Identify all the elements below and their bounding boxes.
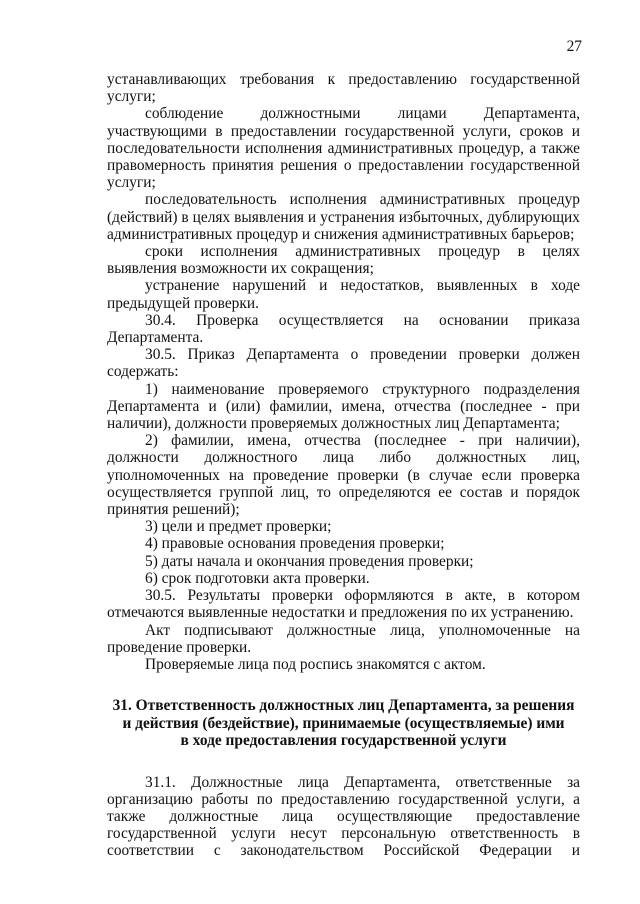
list-item-5: 5) даты начала и окончания проведения проверки; <box>145 552 474 570</box>
page-number: 27 <box>566 38 582 55</box>
section-heading <box>107 697 580 750</box>
list-item-3: 3) цели и предмет проверки; <box>145 518 332 536</box>
paragraph-act-acknowledgement: Проверяемые лица под роспись знакомятся с актом. <box>145 655 486 673</box>
paragraph-30-4: 30.4. Проверка осуществляется на основании приказа Департамента. <box>107 311 580 347</box>
paragraph-elimination: устранение нарушений и недостатков, выявленных в ходе предыдущей проверки. <box>107 277 580 312</box>
section-heading-line: и действия (бездействие), принимаемые (осуществляемые) ими <box>122 714 565 732</box>
paragraph-continuation: устанавливающих требования к предоставлению государственной услуги; <box>107 71 580 106</box>
list-item-2: 2) фамилии, имена, отчества (последнее - при наличии), должности должностного лица либо должностных лиц, уполномоченных на проведение проверки (в случае если проверка осуществляется группой лиц, то определяются ее состав и порядок принятия решений); <box>107 432 580 519</box>
list-item-4: 4) правовые основания проведения проверки; <box>145 535 445 553</box>
list-item-1: 1) наименование проверяемого структурного подразделения Департамента и (или) фамилии, имена, отчества (последнее - при наличии), должности проверяемых должностных лиц Департамента; <box>107 380 580 433</box>
paragraph-act-signing: Акт подписывают должностные лица, уполномоченные на проведение проверки. <box>107 621 580 656</box>
paragraph-sequence: последовательность исполнения административных процедур (действий) в целях выявления и устранения избыточных, дублирующих административных процедур и снижения административных барьеров; <box>107 191 580 243</box>
paragraph-compliance: соблюдение должностными лицами Департамента, участвующими в предоставлении государственной услуги, сроков и последовательности исполнения административных процедур, а также правомерность принятия решения о предоставлении государственной услуги; <box>107 105 580 192</box>
section-heading-line: в ходе предоставления государственной услуги <box>180 732 507 750</box>
document-body <box>107 71 580 860</box>
paragraph-deadlines: сроки исполнения административных процедур в целях выявления возможности их сокращения; <box>107 243 580 278</box>
section-heading-line: 31. Ответственность должностных лиц Департамента, за решения <box>112 697 575 715</box>
paragraph-results: 30.5. Результаты проверки оформляются в акте, в котором отмечаются выявленные недостатки и предложения по их устранению. <box>107 587 580 622</box>
paragraph-31-1: 31.1. Должностные лица Департамента, ответственные за организацию работы по предоставлению государственной услуги, а также должностные лица осуществляющие предоставление государственной услуги несут персональную ответственность в соответствии с законодательством Российской Федерации и <box>107 773 580 860</box>
paragraph-30-5: 30.5. Приказ Департамента о проведении проверки должен содержать: <box>107 346 580 381</box>
list-item-6: 6) срок подготовки акта проверки. <box>145 569 370 587</box>
